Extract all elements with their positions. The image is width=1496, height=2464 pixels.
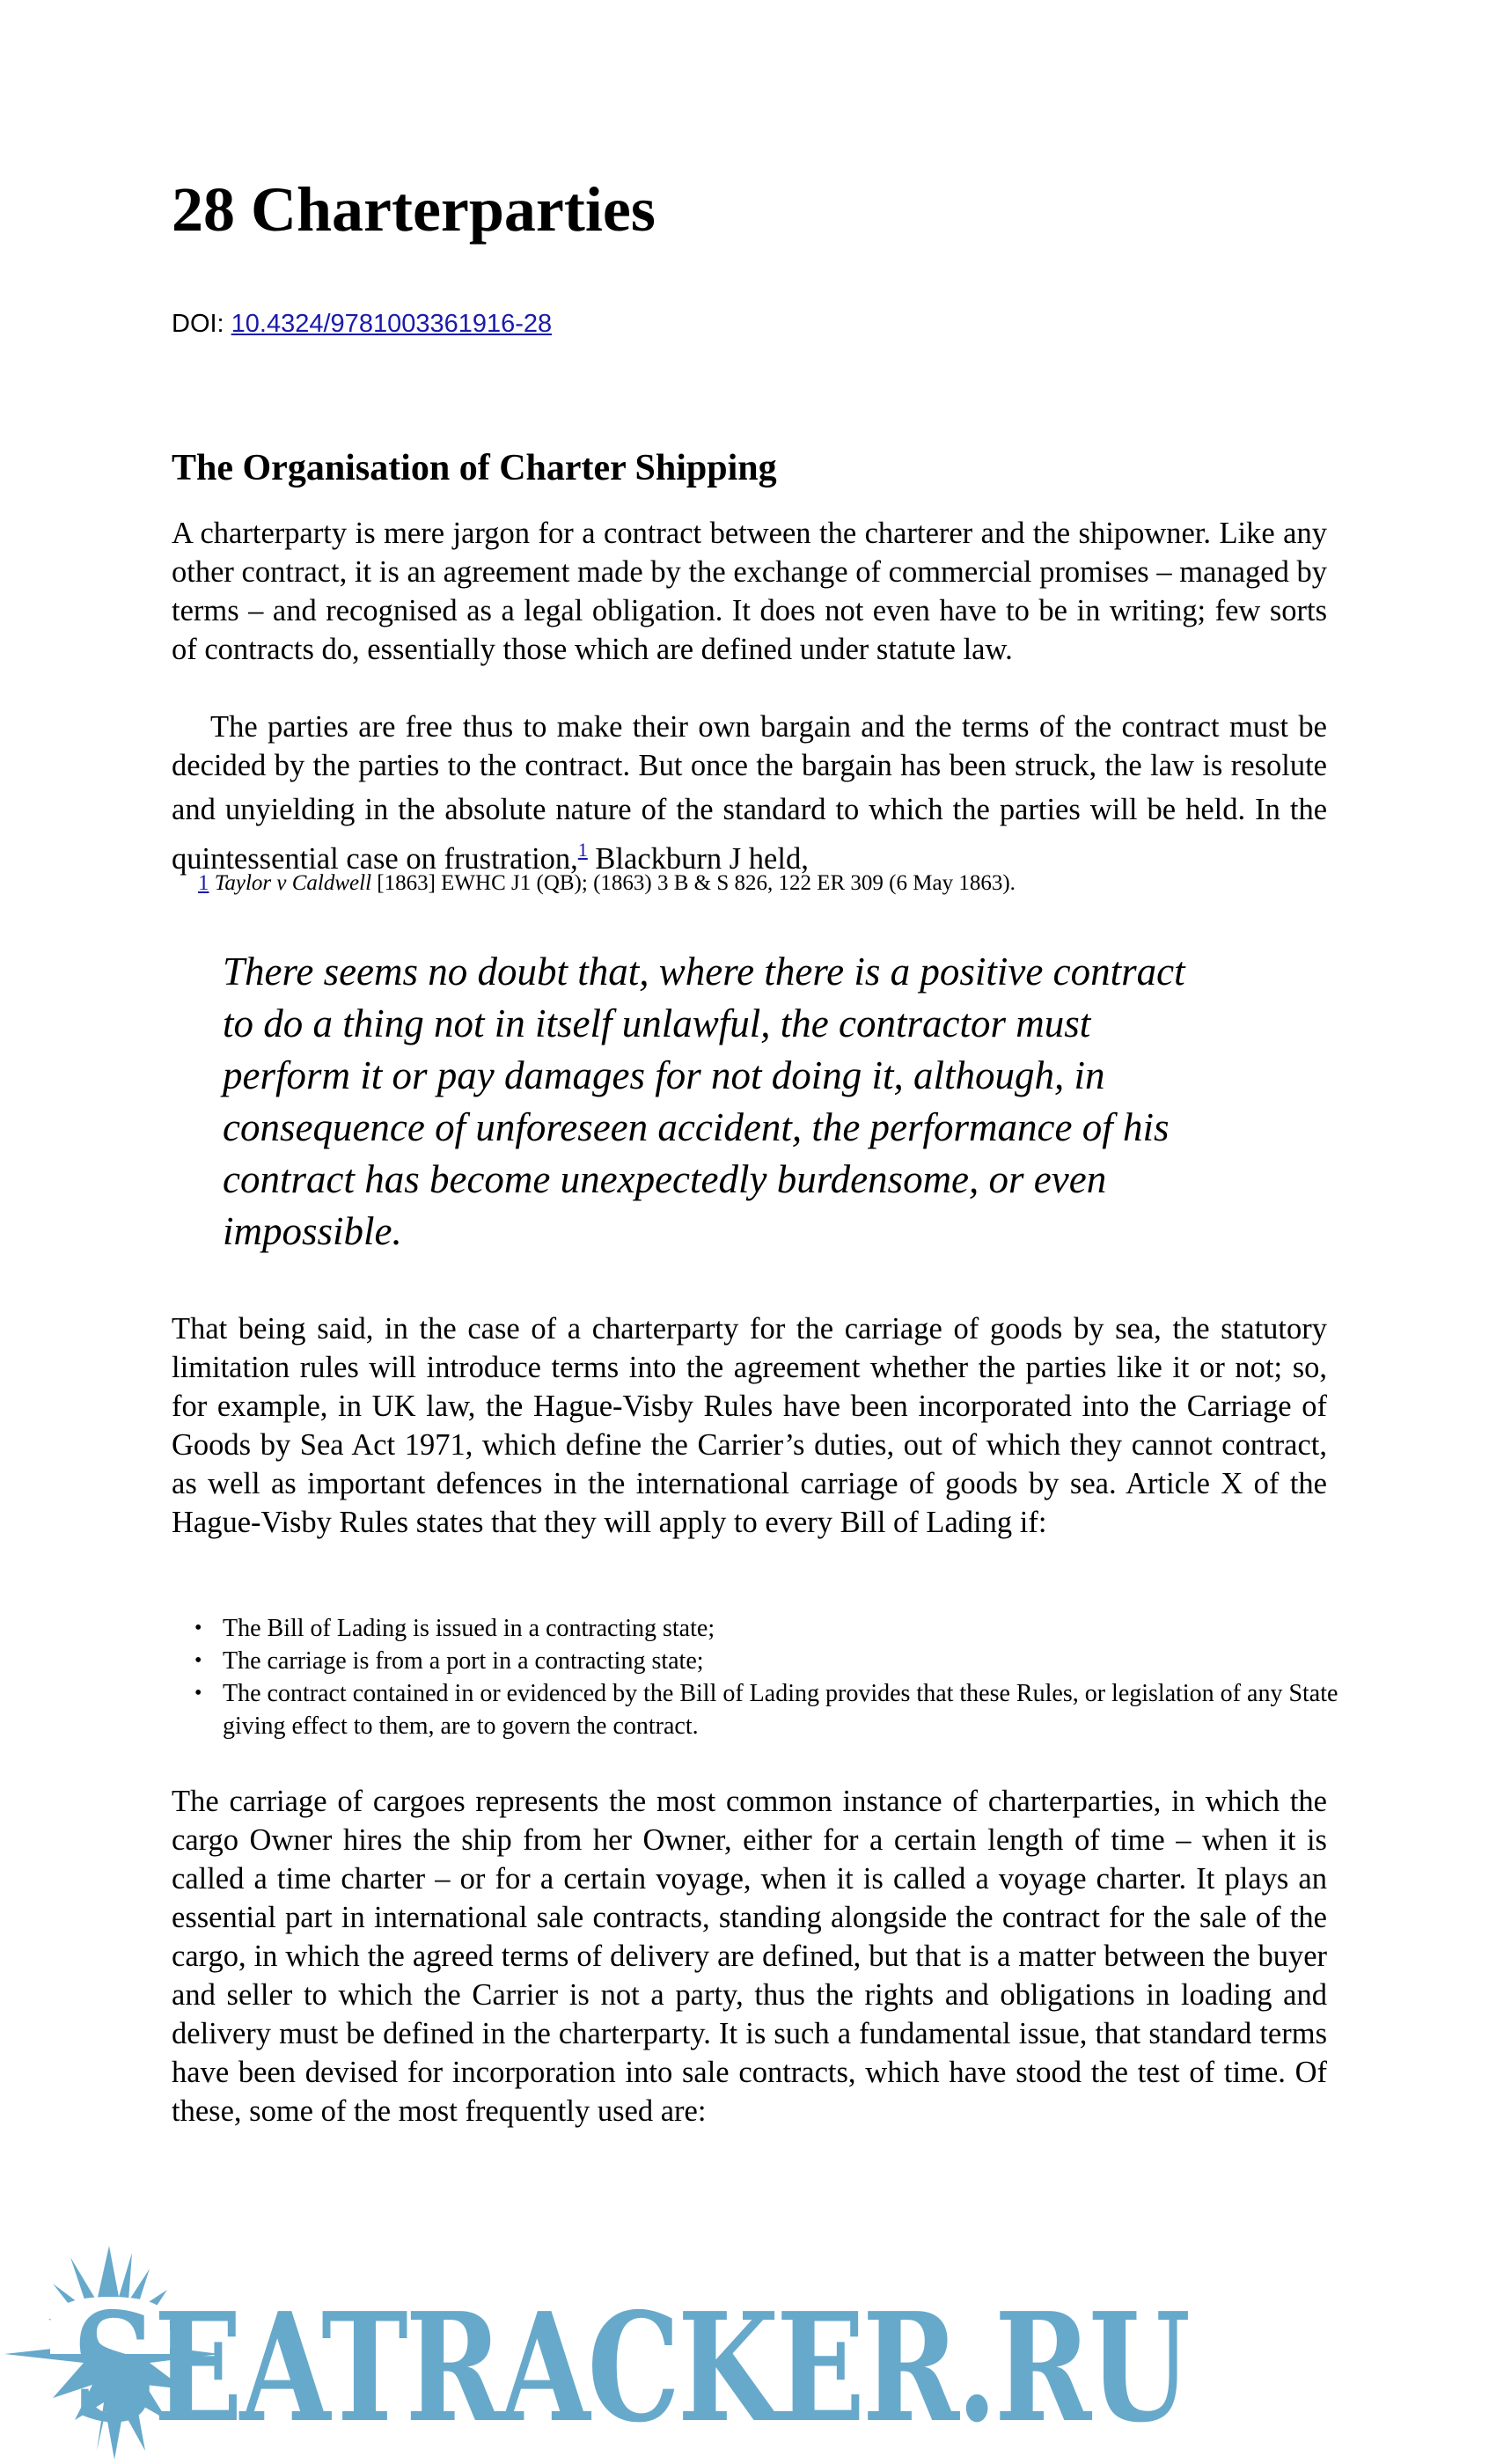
footnote-ref xyxy=(578,839,588,861)
paragraph-hague-visby: That being said, in the case of a charterparty for the carriage of goods by sea, the statutory limitation rules will introduce terms into the agreement whether the parties like it or not; so, for example, in UK law, the Hague-Visby Rules have been incorporated into the Carriage of Goods by Sea Act 1971, which define the Carrier’s duties, out of which they cannot contract, as well as important defences in the international carriage of goods by sea. Article X of the Hague-Visby Rules states that they will apply to every Bill of Lading if: xyxy=(172,1312,1327,1539)
footnote-citation: [1863] EWHC J1 (QB); (1863) 3 B & S 826, 122 ER 309 (6 May 1863). xyxy=(371,871,1016,895)
section-title: The Organisation of Charter Shipping xyxy=(172,448,777,488)
bullet-icon: • xyxy=(194,1617,202,1639)
paragraph-bargain-text: The parties are free thus to make their own bargain and the terms of the contract must be decided by the parties to the contract. But once the bargain has been struck, the law is resolute and unyielding in the absolute nature of the standard to which the xyxy=(172,710,1327,826)
paragraph-carriage-of-cargoes: The carriage of cargoes represents the most common instance of charterparties, in which the cargo Owner hires the ship from her Owner, either for a certain length of time – when it is called a time charter – or for a certain voyage, when it is called a voyage charter. It plays an essential part in international sale contracts, standing alongside the contract for the sale of the cargo, in which the agreed terms of delivery are defined, but that is a matter between the buyer and seller to which the Carrier is not a party, thus the rights and obligations in loading and delivery must be defined in the charterparty. It is such a fundamental issue, that standard terms have been devised for incorporation into sale contracts, which have stood the test of time. Of these, some of the most frequently used are: xyxy=(172,1785,1327,2128)
footnote-ref-link[interactable]: 1 xyxy=(577,839,588,861)
doi-link[interactable]: 10.4324/9781003361916-28 xyxy=(231,310,553,338)
bullet-icon: • xyxy=(194,1649,202,1672)
hague-visby-conditions-list xyxy=(172,1612,1378,1742)
list-item-text: The carriage is from a port in a contracting state; xyxy=(223,1647,704,1675)
watermark-text: SEATRACKER.RU xyxy=(72,2280,1188,2456)
list-item-text: The contract contained in or evidenced by the Bill of Lading provides that these Rules, or legislation of any State giving effect to them, are to govern the contract. xyxy=(223,1680,1338,1740)
doi-label: DOI: xyxy=(172,310,231,338)
paragraph-bargain-tail: Blackburn J held, xyxy=(587,842,809,876)
footnote-case-name: Taylor v Caldwell xyxy=(214,871,372,895)
chapter-title: 28 Charterparties xyxy=(172,174,656,245)
list-item xyxy=(194,1677,1378,1742)
paragraph-bargain-text-end: parties will be held. In the quintessential case on frustration, xyxy=(172,793,1328,876)
doi-line xyxy=(172,310,552,339)
blackburn-quote: There seems no doubt that, where there is a positive contract to do a thing not in itself unlawful, the contractor must perform it or pay damages for not doing it, although, in consequence of unforeseen accident, the performance of his contract has become unexpectedly burdensome, or even impossible. xyxy=(223,950,1185,1253)
paragraph-intro: A charterparty is mere jargon for a contract between the charterer and the shipowner. Like any other contract, it is an agreement made by the exchange of commercial promises – managed by terms – and recognised as a legal obligation. It does not even have to be in writing; few sorts of contracts do, essentially those which are defined under statute law. xyxy=(172,517,1327,666)
bullet-icon: • xyxy=(194,1682,202,1705)
paragraph-bargain xyxy=(172,708,1327,884)
footnote xyxy=(198,871,1016,896)
list-item xyxy=(194,1612,1378,1645)
list-item-text: The Bill of Lading is issued in a contracting state; xyxy=(223,1615,715,1642)
footnote-number-link[interactable]: 1 xyxy=(198,871,209,895)
watermark xyxy=(0,2235,1496,2464)
list-item xyxy=(194,1645,1378,1677)
